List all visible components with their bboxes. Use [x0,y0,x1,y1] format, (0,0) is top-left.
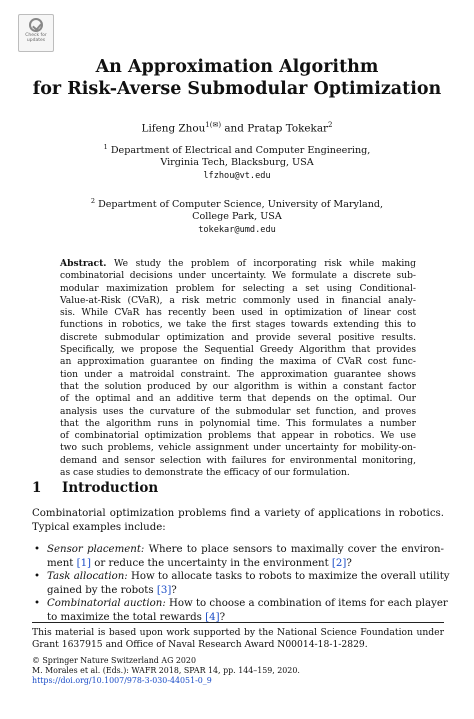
check-for-updates-badge[interactable] [18,14,54,52]
citation-link[interactable]: [3] [156,584,172,596]
title-line1: An Approximation Algorithm [95,57,379,77]
abstract-line: two such problems, vehicle assignment under uncertainty for mobility-on- [60,443,416,454]
abstract-line: as case studies to demonstrate the efficacy of our formulation. [60,468,350,479]
abstract-line: analysis uses the curvature of the submodular set function, and proves [60,406,416,417]
abstract [60,258,416,479]
section-heading [32,480,158,496]
affiliation-2 [0,195,474,236]
abstract-line: combinatorial decisions under uncertainty. We formulate a discrete sub- [60,271,416,282]
bullet-text: to maximize the total rewards [47,611,206,623]
bullet-text: ? [346,557,352,569]
bullet-text: ? [171,584,177,596]
intro-paragraph [32,507,444,534]
badge-line1: Check for [25,33,47,38]
abstract-line: modular maximization problem for selecting a set using Conditional- [60,283,416,294]
section-title: Introduction [62,480,159,496]
author-name-2: Pratap Tokekar [247,122,328,135]
abstract-line: Specifically, we propose the Sequential Greedy Algorithm that provides [60,345,416,356]
affiliation-1 [0,141,474,182]
abstract-line: We study the problem of incorporating risk while making [106,259,416,269]
abstract-label: Abstract. [60,258,107,269]
author-conjunction: and [221,122,248,135]
citation-link[interactable]: [4] [205,611,220,623]
copyright-line: © Springer Nature Switzerland AG 2020 [32,656,196,665]
abstract-line: an approximation guarantee on finding the maxima of CVaR cost func- [60,357,416,368]
check-for-updates-icon [29,18,43,32]
paper-title [0,56,474,100]
funding-footnote [32,627,444,651]
bullet-text: Where to place sensors to maximally cover the environ- [144,544,444,555]
affiliation-1-line1: Department of Electrical and Computer Engineering, [107,145,371,157]
abstract-line: of combinatorial optimization problems that appear in robotics. We use [60,431,416,442]
examples-list [32,543,450,625]
copyright-block [32,656,444,687]
section-number: 1 [32,480,42,496]
bullet-text: gained by the robots [47,584,157,596]
doi-link[interactable]: https://doi.org/10.1007/978-3-030-44051-0_9 [32,676,212,686]
bullet-text: How to allocate tasks to robots to maximize the overall utility [127,571,450,583]
author-name-1: Lifeng Zhou [141,122,206,135]
abstract-line: tion under a matroidal constraint. The approximation guarantee shows [60,369,416,380]
bullet-icon: • [34,598,41,610]
badge-line2: updates [26,38,46,43]
abstract-line: Value-at-Risk (CVaR), a risk metric commonly used in financial analy- [60,295,416,306]
intro-line: Combinatorial optimization problems find a variety of applications in robotics. [32,508,444,519]
bullet-icon: • [34,571,41,583]
affiliation-2-line2: College Park, USA [192,211,282,223]
affiliation-2-email[interactable]: tokekar@umd.edu [198,224,276,235]
abstract-line: that the solution produced by our algorithm is within a constant factor [60,381,416,392]
bullet-text: ? [219,611,226,623]
citation-link[interactable]: [1] [76,557,92,569]
bullet-text: ment [47,557,77,569]
affiliation-mark-1: 1 [103,143,108,151]
abstract-line: demand and sensor selection with failures for environmental monitoring, [60,455,416,466]
title-line2: for Risk-Averse Submodular Optimization [32,79,442,99]
bullet-term: Combinatorial auction: [47,598,166,610]
abstract-line: discrete submodular optimization and provide several positive results. [60,332,416,343]
bullet-icon: • [34,544,41,555]
bullet-term: Sensor placement: [47,544,145,555]
bullet-term: Task allocation: [47,571,128,583]
list-item [32,570,450,597]
affiliation-1-line2: Virginia Tech, Blacksburg, USA [160,157,314,169]
affiliation-2-line1: Department of Computer Science, University of Maryland, [95,199,384,211]
author-list [0,121,474,134]
affiliation-mark-2: 2 [90,197,96,205]
abstract-line: that the algorithm runs in polynomial time. This formulates a number [60,418,416,429]
intro-line: Typical examples include: [32,521,166,533]
footnote-rule [32,622,444,623]
bullet-text: How to choose a combination of items for each player [165,598,448,610]
citation-line: M. Morales et al. (Eds.): WAFR 2018, SPAR 14, pp. 144–159, 2020. [32,666,300,676]
list-item [32,597,448,624]
footnote-line: Grant 1637915 and Office of Naval Research Award N00014-18-1-2829. [32,639,368,651]
author-mark-2: 2 [327,121,333,129]
abstract-line: of the optimal and an additive term that depends on the optimal. Our [60,394,416,405]
abstract-line: sis. While CVaR has recently been used in optimization of linear cost [60,308,416,319]
author-mark-1[interactable]: 1(✉) [205,121,222,129]
bullet-text: or reduce the uncertainty in the environment [91,557,332,569]
citation-link[interactable]: [2] [331,557,347,569]
affiliation-1-email[interactable]: lfzhou@vt.edu [203,170,271,181]
list-item [32,543,444,570]
footnote-line: This material is based upon work supported by the National Science Foundation under [32,627,444,638]
abstract-line: functions in robotics, we take the first stages towards extending this to [60,320,416,331]
